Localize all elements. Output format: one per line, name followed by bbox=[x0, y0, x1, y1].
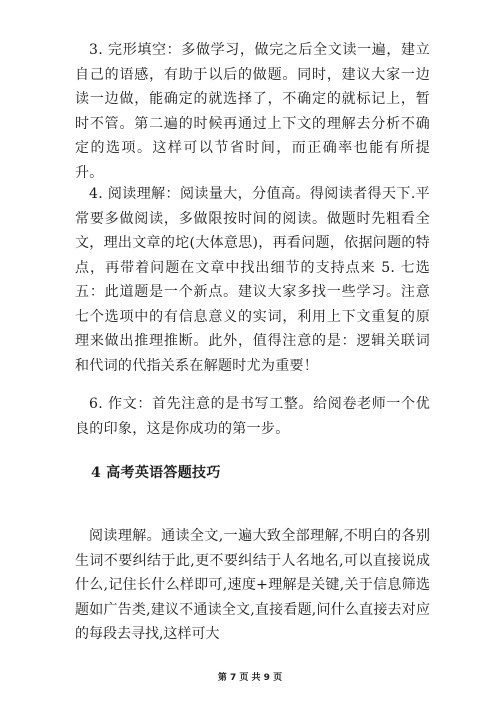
body-paragraph: 阅读理解。通读全文,一遍大致全部理解,不明白的各别生词不要纠结于此,更不要纠结于人名地名,可以直接说成什么,记住长什么样即可,速度+理解是关键,关于信息筛选题如广告类,建议不通读全文,直接看题,问什么直接去对应的每段去寻找,这样可大 bbox=[75, 528, 430, 642]
section-heading: 4 高考英语答题技巧 bbox=[91, 465, 221, 481]
paragraph-writing-tips: 6. 作文：首先注意的是书写工整。给阅卷老师一个优良的印象，这是你成功的第一步。 bbox=[75, 396, 430, 437]
page-number-footer: 第 7 页 共 9 页 bbox=[217, 673, 283, 683]
paragraph-reading-tips: 4. 阅读理解：阅读量大，分值高。得阅读者得天下.平常要多做阅读，多做限按时间的阅读。做题时先粗看全文，理出文章的坨(大体意思)，再看问题，依据问题的特点，再带着问题在文章中找出细节的支持点来 5. 七选五：此道题是一个新点。建议大家多找一些学习。注意七个选项中的有信息意义的实词，利用上下文重复的原理来做出推理推断。此外，值得注意的是：逻辑关联词和代词的代指关系在解题时尤为重要！ bbox=[75, 186, 430, 374]
paragraph-cloze-tips: 3. 完形填空：多做学习，做完之后全文读一遍，建立自己的语感，有助于以后的做题。同时，建议大家一边读一边做，能确定的就选择了，不确定的就标记上，暂时不管。第二遍的时候再通过上下文的理解去分析不确定的选项。这样可以节省时间，而正确率也能有所提升。 bbox=[75, 42, 430, 181]
